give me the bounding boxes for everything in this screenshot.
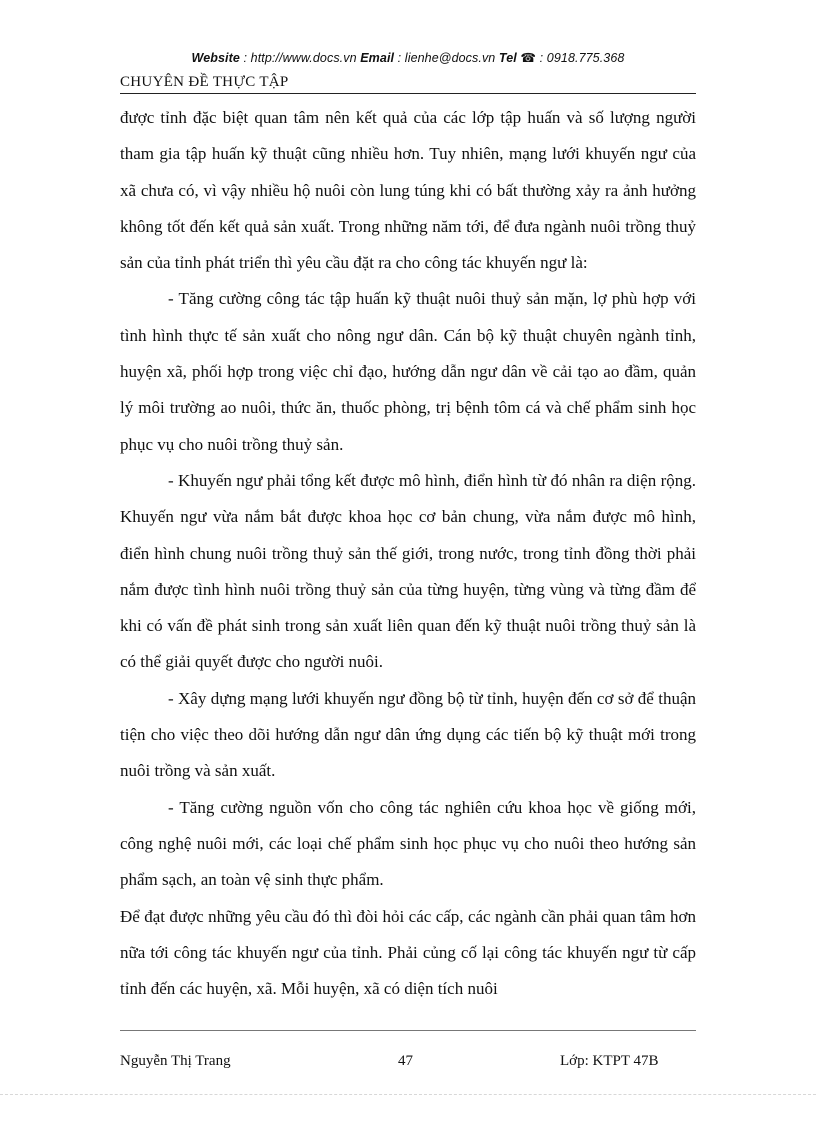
website-header [0,50,816,65]
tel-number: : 0918.775.368 [536,51,625,65]
paragraph: - Xây dựng mạng lưới khuyến ngư đồng bộ từ tỉnh, huyện đến cơ sở để thuận tiện cho việc theo dõi hướng dẫn ngư dân ứng dụng các tiến bộ kỹ thuật mới trong nuôi trồng và sản xuất. [120,688,696,781]
footer-author: Nguyễn Thị Trang [120,1053,231,1069]
chapter-title: CHUYÊN ĐỀ THỰC TẬP [120,74,289,90]
email-label: Email [360,51,395,65]
website-url: : http://www.docs.vn [239,51,361,65]
footer-divider [120,1030,696,1031]
paragraph: được tỉnh đặc biệt quan tâm nên kết quả của các lớp tập huấn và số lượng người tham gia tập huấn kỹ thuật cũng nhiều hơn. Tuy nhiên, mạng lưới khuyến ngư của xã chưa có, vì vậy nhiều hộ nuôi còn lung túng khi có bất thường xảy ra ảnh hưởng không tốt đến kết quả sản xuất. Trong những năm tới, để đưa ngành nuôi trồng thuỷ sản của tỉnh phát triển thì yêu cầu đặt ra cho công tác khuyến ngư là: [120,108,696,273]
paragraph: - Tăng cường công tác tập huấn kỹ thuật nuôi thuỷ sản mặn, lợ phù hợp với tình hình thực tế sản xuất cho nông ngư dân. Cán bộ kỹ thuật chuyên ngành tỉnh, huyện xã, phối hợp trong việc chỉ đạo, hướng dẫn ngư dân về cải tạo ao đầm, quản lý môi trường ao nuôi, thức ăn, thuốc phòng, trị bệnh tôm cá và chế phẩm sinh học phục vụ cho nuôi trồng thuỷ sản. [120,289,696,454]
page-number: 47 [398,1053,413,1069]
footer-class: Lớp: KTPT 47B [560,1053,659,1069]
phone-icon: ☎ [520,51,537,65]
paragraph: Để đạt được những yêu cầu đó thì đòi hỏi các cấp, các ngành cần phải quan tâm hơn nữa tới công tác khuyến ngư của tỉnh. Phải củng cố lại công tác khuyến ngư từ cấp tỉnh đến các huyện, xã. Mỗi huyện, xã có diện tích nuôi [120,906,696,999]
tel-label: Tel [498,51,517,65]
header-divider [120,93,696,94]
paragraph: - Tăng cường nguồn vốn cho công tác nghiên cứu khoa học về giống mới, công nghệ nuôi mới, các loại chế phẩm sinh học phục vụ cho nuôi theo hướng sản phẩm sạch, an toàn vệ sinh thực phẩm. [120,797,696,890]
email-address: : lienhe@docs.vn [394,51,499,65]
page-edge-divider [0,1094,816,1095]
document-body [120,100,696,1007]
website-label: Website [191,51,240,65]
paragraph: - Khuyến ngư phải tổng kết được mô hình, điển hình từ đó nhân ra diện rộng. Khuyến ngư vừa nắm bắt được khoa học cơ bản chung, vừa nắm được mô hình, điển hình chung nuôi trồng thuỷ sản thế giới, trong nước, trong tỉnh đồng thời phải nắm được tình hình nuôi trồng thuỷ sản của từng huyện, từng vùng và từng đầm để khi có vấn đề phát sinh trong sản xuất liên quan đến kỹ thuật nuôi trồng thuỷ sản là có thể giải quyết được cho người nuôi. [120,470,696,672]
